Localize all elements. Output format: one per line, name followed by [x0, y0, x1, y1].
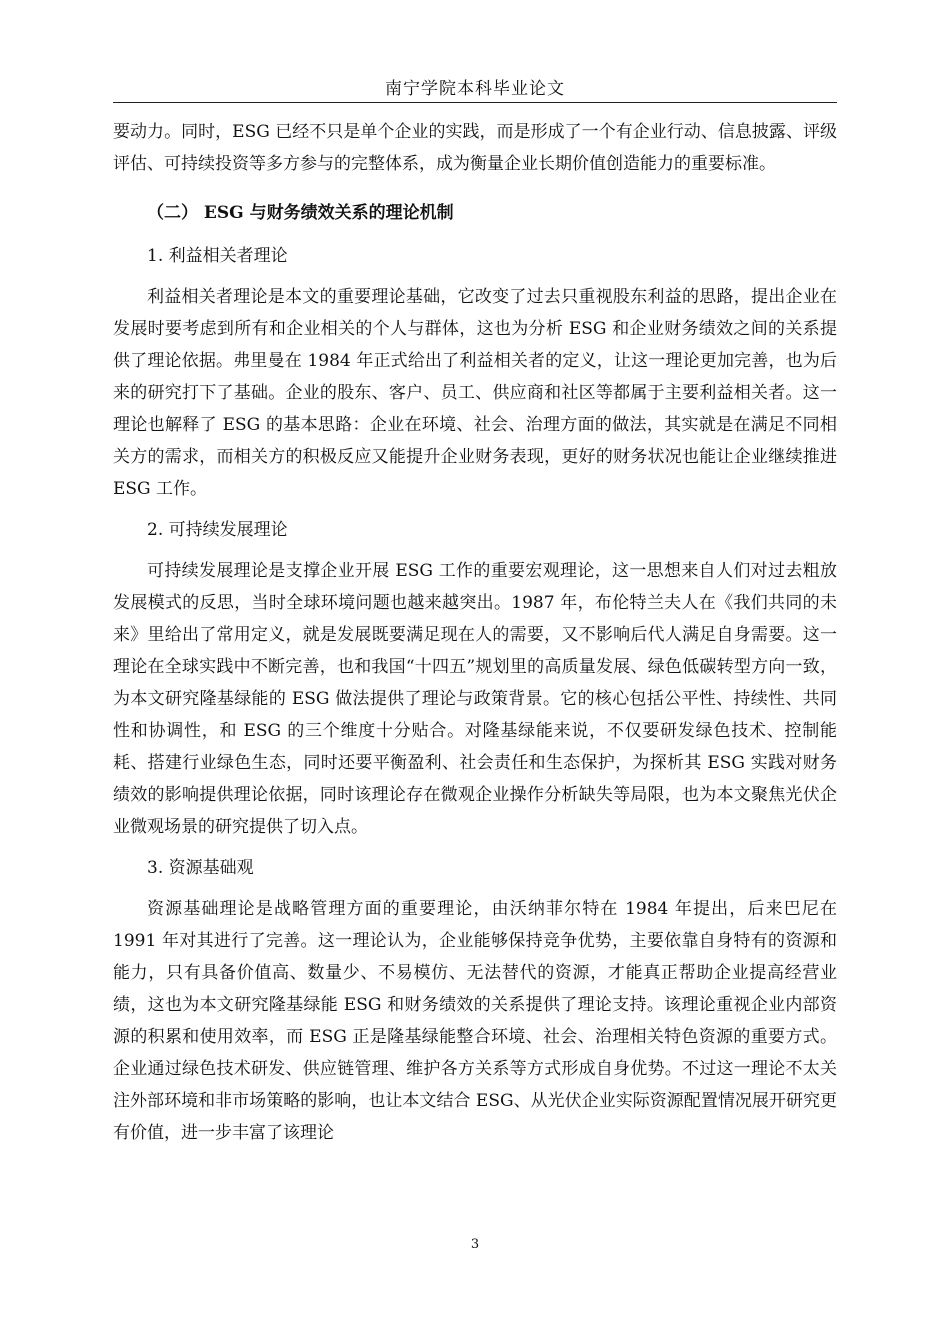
page-body [113, 116, 837, 1149]
running-header: 南宁学院本科毕业论文 [385, 79, 565, 99]
page-number: 3 [470, 1237, 480, 1252]
subsection-heading-sustainable: 2. 可持续发展理论 [147, 520, 288, 540]
paragraph-sustainable: 可持续发展理论是支撑企业开展 ESG 工作的重要宏观理论，这一思想来自人们对过去粗放发展模式的反思，当时全球环境问题也越来越突出。1987 年，布伦特兰夫人在《我们共同的未来》里给出了常用定义，就是发展既要满足现在人的需要，又不影响后代人满足自身需要。这一理论在全球实践中不断完善，也和我国“十四五”规划里的高质量发展、绿色低碳转型方向一致，为本文研究隆基绿能的 ESG 做法提供了理论与政策背景。它的核心包括公平性、持续性、共同性和协调性，和 ESG 的三个维度十分贴合。对隆基绿能来说，不仅要研发绿色技术、控制能耗、搭建行业绿色生态，同时还要平衡盈利、社会责任和生态保护，为探析其 ESG 实践对财务绩效的影响提供理论依据，同时该理论存在微观企业操作分析缺失等局限，也为本文聚焦光伏企业微观场景的研究提供了切入点。 [113, 561, 837, 837]
header-divider [113, 102, 837, 103]
section-heading: （二） ESG 与财务绩效关系的理论机制 [147, 203, 454, 223]
paragraph-resource: 资源基础理论是战略管理方面的重要理论，由沃纳菲尔特在 1984 年提出，后来巴尼在 1991 年对其进行了完善。这一理论认为，企业能够保持竞争优势，主要依靠自身特有的资源和能力，只有具备价值高、数量少、不易模仿、无法替代的资源，才能真正帮助企业提高经营业绩，这也为本文研究隆基绿能 ESG 和财务绩效的关系提供了理论支持。该理论重视企业内部资源的积累和使用效率，而 ESG 正是隆基绿能整合环境、社会、治理相关特色资源的重要方式。企业通过绿色技术研发、供应链管理、维护各方关系等方式形成自身优势。不过这一理论不太关注外部环境和非市场策略的影响，也让本文结合 ESG、从光伏企业实际资源配置情况展开研究更有价值，进一步丰富了该理论 [113, 899, 837, 1143]
subsection-heading-resource: 3. 资源基础观 [147, 858, 254, 878]
paragraph-stakeholder: 利益相关者理论是本文的重要理论基础，它改变了过去只重视股东利益的思路，提出企业在发展时要考虑到所有和企业相关的个人与群体，这也为分析 ESG 和企业财务绩效之间的关系提供了理论依据。弗里曼在 1984 年正式给出了利益相关者的定义，让这一理论更加完善，也为后来的研究打下了基础。企业的股东、客户、员工、供应商和社区等都属于主要利益相关者。这一理论也解释了 ESG 的基本思路：企业在环境、社会、治理方面的做法，其实就是在满足不同相关方的需求，而相关方的积极反应又能提升企业财务表现，更好的财务状况也能让企业继续推进 ESG 工作。 [113, 287, 837, 499]
subsection-heading-stakeholder: 1. 利益相关者理论 [147, 246, 288, 266]
intro-paragraph: 要动力。同时，ESG 已经不只是单个企业的实践，而是形成了一个有企业行动、信息披露、评级评估、可持续投资等多方参与的完整体系，成为衡量企业长期价值创造能力的重要标准。 [113, 122, 837, 174]
